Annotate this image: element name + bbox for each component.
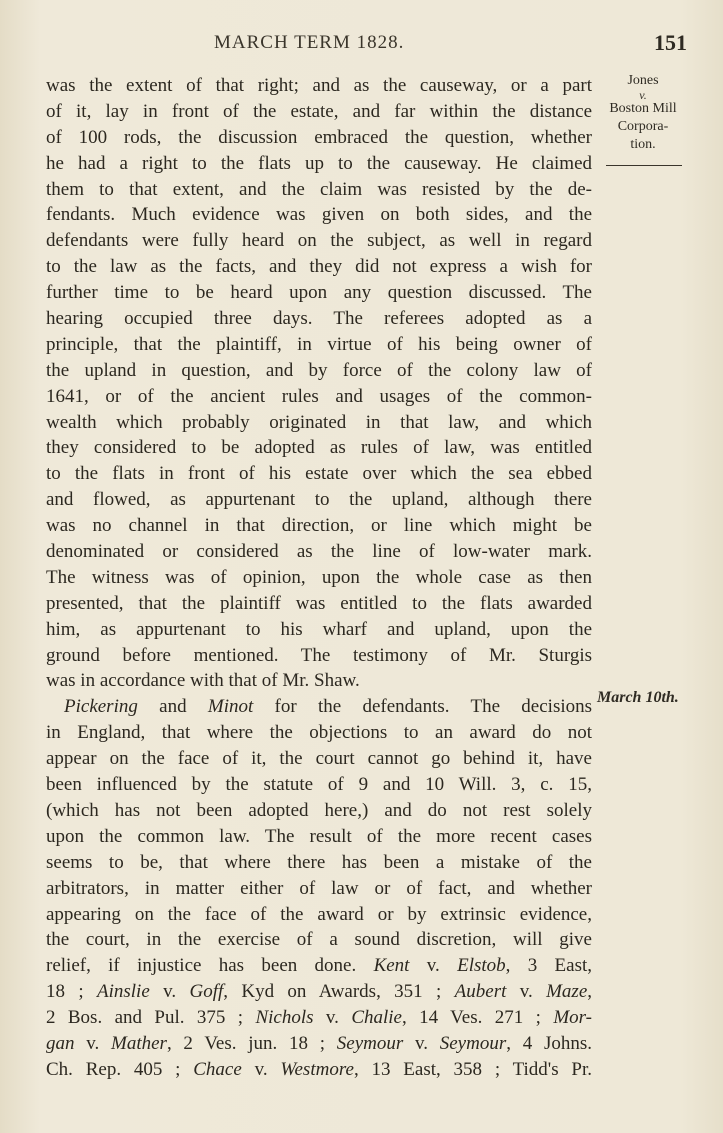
text-line: to the flats in front of his estate over which the sea ebbed — [46, 463, 592, 485]
text-line-citation — [46, 1005, 592, 1031]
text-line: of it, lay in front of the estate, and far within the distance — [46, 100, 592, 122]
text-line: ground before mentioned. The testimony of Mr. Sturgis — [46, 644, 592, 666]
text-line: hearing occupied three days. The referees adopted as a — [46, 308, 592, 330]
caption-plaintiff: Jones — [627, 73, 659, 88]
case-name: Chace — [193, 1058, 242, 1080]
text-line: (which has not been adopted here,) and do not rest solely — [46, 799, 592, 821]
text-line: 1641, or of the ancient rules and usages of the common- — [46, 385, 592, 407]
text-run: , 14 Ves. 271 ; — [402, 1007, 554, 1029]
text-run: v. — [313, 1007, 352, 1029]
text-line: fendants. Much evidence was given on both sides, and the — [46, 204, 592, 226]
text-line: further time to be heard upon any question discussed. The — [46, 282, 592, 304]
caption-defendant-line3: tion. — [630, 137, 656, 152]
text-line: seems to be, that where there has been a mistake of the — [46, 851, 592, 873]
caption-defendant-line2: Corpora- — [617, 119, 669, 134]
text-run: , 3 East, — [505, 955, 592, 977]
text-run: 18 ; — [46, 981, 97, 1003]
text-line: and flowed, as appurtenant to the upland, although there — [46, 489, 592, 511]
text-line: in England, that where the objections to an award do not — [46, 722, 592, 744]
text-line: of 100 rods, the discussion embraced the question, whether — [46, 126, 592, 148]
case-name: Seymour — [439, 1032, 507, 1054]
text-run: , 4 Johns. — [506, 1032, 592, 1054]
text-line: to the law as the facts, and they did not express a wish for — [46, 256, 592, 278]
text-line: the upland in question, and by force of the colony law of — [46, 359, 592, 381]
case-name: Goff — [189, 981, 224, 1003]
text-line: The witness was of opinion, upon the whole case as then — [46, 566, 592, 588]
text-line: was in accordance with that of Mr. Shaw. — [46, 670, 360, 692]
text-run: Ch. Rep. 405 ; — [46, 1058, 194, 1080]
text-run: v. — [403, 1032, 440, 1054]
text-line: was no channel in that direction, or line which might be — [46, 515, 592, 537]
case-name: Mor- — [553, 1007, 592, 1029]
text-run: for the defendants. The decisions — [253, 696, 592, 718]
caption-defendant-line1: Boston Mill — [609, 101, 677, 116]
case-name: Ainslie — [96, 981, 150, 1003]
body-text — [46, 73, 592, 1083]
page-number: 151 — [654, 30, 687, 55]
text-line: denominated or considered as the line of low-water mark. — [46, 541, 592, 563]
case-name: Elstob — [457, 955, 506, 977]
text-line: wealth which probably originated in that law, and which — [46, 411, 592, 433]
case-name: Maze — [546, 981, 588, 1003]
text-line: been influenced by the statute of 9 and 10 Will. 3, c. 15, — [46, 774, 592, 796]
text-run: , — [587, 981, 592, 1003]
text-run: , 13 East, 358 ; Tidd's Pr. — [353, 1058, 592, 1080]
caption-versus: v. — [639, 88, 647, 102]
text-run: relief, if injustice has been done. — [46, 955, 374, 977]
running-head: MARCH TERM 1828. — [214, 32, 405, 53]
text-line: defendants were fully heard on the subject, as well in regard — [46, 230, 592, 252]
page-header — [46, 30, 691, 56]
caption-rule — [606, 165, 682, 166]
text-line: arbitrators, in matter either of law or of fact, and whether — [46, 877, 592, 899]
text-line: appearing on the face of the award or by extrinsic evidence, — [46, 903, 592, 925]
text-line-citation — [46, 1057, 592, 1083]
text-run: , 2 Ves. jun. 18 ; — [166, 1032, 337, 1054]
text-line-citation — [46, 979, 592, 1005]
text-line: upon the common law. The result of the more recent cases — [46, 825, 592, 847]
case-name: Aubert — [454, 981, 507, 1003]
case-name: Chalie — [351, 1007, 402, 1029]
text-line: them to that extent, and the claim was resisted by the de- — [46, 178, 592, 200]
text-line: presented, that the plaintiff was entitled to the flats awarded — [46, 592, 592, 614]
case-name: gan — [46, 1032, 75, 1054]
counsel-name: Minot — [207, 696, 254, 718]
counsel-name: Pickering — [64, 696, 138, 718]
text-run: , Kyd on Awards, 351 ; — [223, 981, 455, 1003]
text-line-citation — [46, 953, 592, 979]
case-name: Kent — [373, 955, 410, 977]
case-name: Seymour — [336, 1032, 404, 1054]
case-name: Nichols — [255, 1007, 314, 1029]
text-run: and — [137, 696, 208, 718]
margin-date-note: March 10th. — [597, 689, 679, 706]
text-line: the court, in the exercise of a sound discretion, will give — [46, 929, 592, 951]
text-line: principle, that the plaintiff, in virtue of his being owner of — [46, 333, 592, 355]
text-line: he had a right to the flats up to the causeway. He claimed — [46, 152, 592, 174]
text-line-counsel — [46, 694, 592, 720]
text-line: was the extent of that right; and as the causeway, or a part — [46, 75, 592, 96]
text-run: v. — [74, 1032, 111, 1054]
text-run: v. — [149, 981, 190, 1003]
text-run: v. — [409, 955, 458, 977]
text-line-citation — [46, 1031, 592, 1057]
case-name: Mather — [111, 1032, 167, 1054]
case-caption-margin-note — [598, 72, 688, 154]
text-run: v. — [506, 981, 547, 1003]
case-name: Westmore — [280, 1058, 354, 1080]
text-line: appear on the face of it, the court cannot go behind it, have — [46, 748, 592, 770]
text-run: v. — [241, 1058, 281, 1080]
text-run: 2 Bos. and Pul. 375 ; — [46, 1007, 256, 1029]
text-line: they considered to be adopted as rules of law, was entitled — [46, 437, 592, 459]
text-line: him, as appurtenant to his wharf and upland, upon the — [46, 618, 592, 640]
